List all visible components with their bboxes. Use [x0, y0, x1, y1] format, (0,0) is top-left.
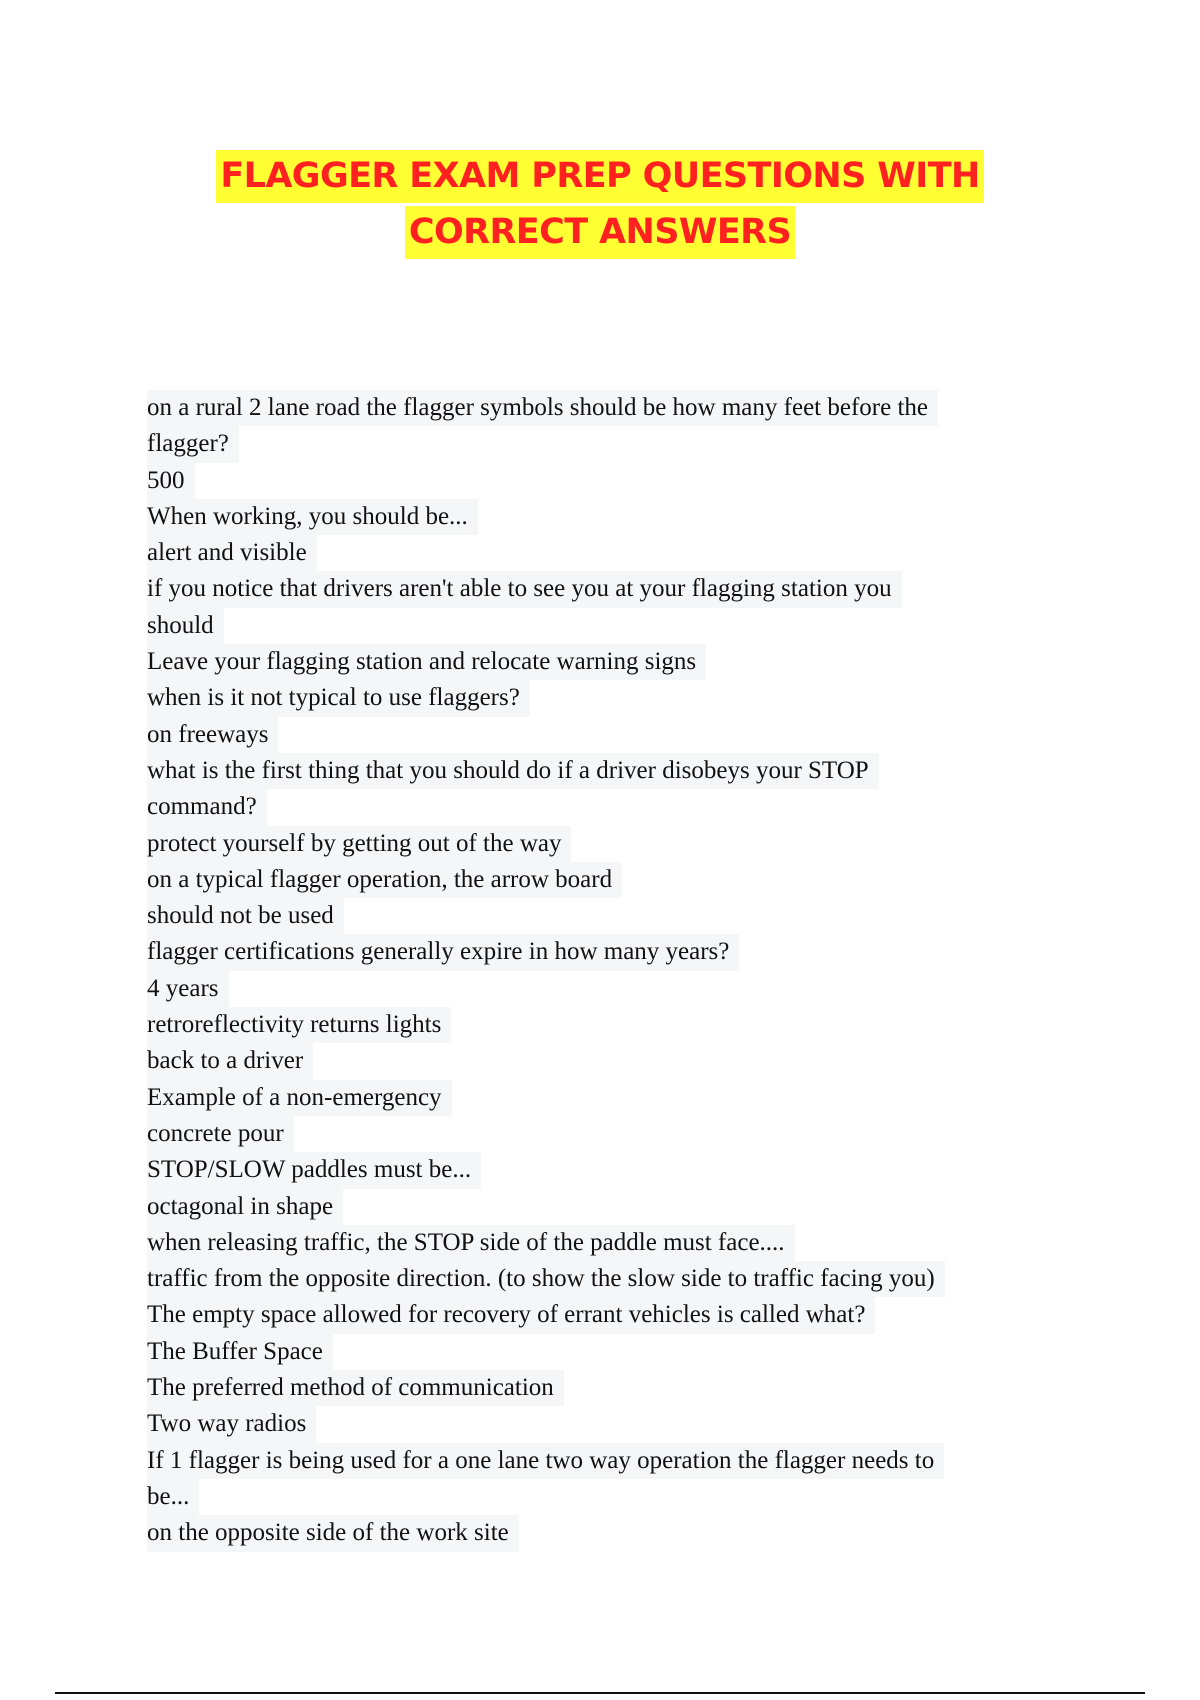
text-line: Example of a non-emergency [147, 1080, 452, 1116]
text-line: what is the first thing that you should do if a driver disobeys your STOP [147, 753, 879, 789]
question-answer-list [147, 390, 1047, 1552]
text-line: If 1 flagger is being used for a one lane two way operation the flagger needs to [147, 1443, 944, 1479]
text-line: STOP/SLOW paddles must be... [147, 1152, 481, 1188]
text-line: Leave your flagging station and relocate warning signs [147, 644, 706, 680]
text-line: on a typical flagger operation, the arrow board [147, 862, 622, 898]
text-line: flagger? [147, 426, 239, 462]
footer-rule [55, 1692, 1145, 1694]
text-line: flagger certifications generally expire in how many years? [147, 934, 739, 970]
document-title [0, 150, 1200, 262]
text-line: The Buffer Space [147, 1334, 333, 1370]
text-line: 500 [147, 463, 195, 499]
text-line: if you notice that drivers aren't able to see you at your flagging station you [147, 571, 902, 607]
text-line: concrete pour [147, 1116, 294, 1152]
text-line: on freeways [147, 717, 278, 753]
text-line: on a rural 2 lane road the flagger symbols should be how many feet before the [147, 390, 938, 426]
title-line-1: FLAGGER EXAM PREP QUESTIONS WITH [216, 150, 983, 203]
text-line: when releasing traffic, the STOP side of the paddle must face.... [147, 1225, 795, 1261]
text-line: alert and visible [147, 535, 317, 571]
text-line: protect yourself by getting out of the way [147, 826, 571, 862]
text-line: octagonal in shape [147, 1189, 343, 1225]
text-line: on the opposite side of the work site [147, 1515, 519, 1551]
title-line-2: CORRECT ANSWERS [405, 206, 795, 259]
text-line: when is it not typical to use flaggers? [147, 680, 530, 716]
text-line: be... [147, 1479, 199, 1515]
text-line: retroreflectivity returns lights [147, 1007, 451, 1043]
text-line: Two way radios [147, 1406, 316, 1442]
text-line: back to a driver [147, 1043, 313, 1079]
text-line: 4 years [147, 971, 229, 1007]
text-line: When working, you should be... [147, 499, 478, 535]
text-line: The preferred method of communication [147, 1370, 564, 1406]
text-line: The empty space allowed for recovery of errant vehicles is called what? [147, 1297, 875, 1333]
text-line: should [147, 608, 224, 644]
text-line: command? [147, 789, 267, 825]
text-line: traffic from the opposite direction. (to show the slow side to traffic facing you) [147, 1261, 945, 1297]
text-line: should not be used [147, 898, 344, 934]
